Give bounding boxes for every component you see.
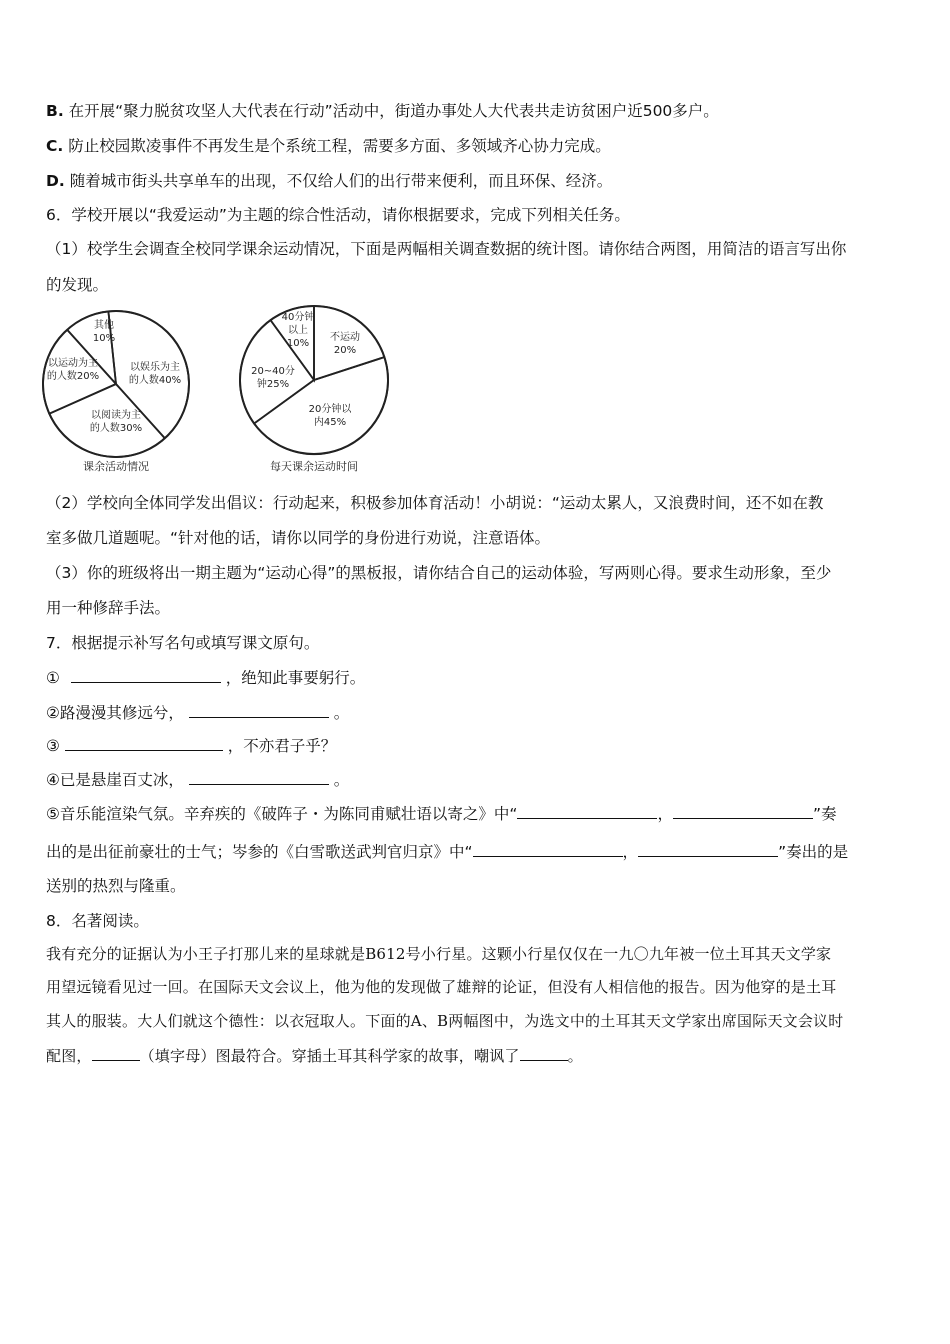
q8-passage-line3: 其人的服装。大人们就这个德性：以衣冠取人。下面的A、B两幅图中，为选文中的土耳其天文学家出席国际天文会议时 [46,1012,844,1030]
q8-passage-line2: 用望远镜看见过一回。在国际天文会议上，他为他的发现做了雄辩的论证，但没有人相信他的报告。因为他穿的是土耳 [46,978,837,996]
q7-item5-comma-2: ， [622,843,639,861]
q8-line4-before: 配图， [46,1047,92,1065]
pie-slice-label: 以娱乐为主 [130,362,180,373]
q7-intro: 7．根据提示补写名句或填写课文原句。 [46,634,320,652]
pie-charts [40,300,400,480]
pie-slice-label: 10% [92,333,116,344]
pie-slice-label: 以上 [288,325,308,336]
pie-slice-label: 20% [333,345,357,356]
q7-item3-blank[interactable] [65,734,223,751]
pie-slice-label: 的人数20% [46,371,100,382]
option-c-letter: C. [46,137,64,155]
q6-intro: 6．学校开展以“我爱运动”为主题的综合性活动，请你根据要求，完成下列相关任务。 [46,206,630,224]
q6-part2-line2: 室多做几道题呢。“针对他的话，请你以同学的身份进行劝说，注意语体。 [46,529,551,547]
q7-item2 [46,701,908,724]
pie-slice-label: 以阅读为主 [91,410,141,421]
q7-item5-before: ⑤音乐能渲染气氛。辛弃疾的《破阵子・为陈同甫赋壮语以寄之》中“ [46,805,518,823]
option-c-text: 防止校园欺凌事件不再发生是个系统工程，需要多方面、多领域齐心协力完成。 [68,137,611,155]
q6-part1-line2: 的发现。 [46,276,109,294]
pie-slice-label: 40分钟 [281,312,315,323]
q7-item5-line2 [46,840,908,863]
q7-item2-blank[interactable] [189,701,329,718]
pie-chart-exercise-time [240,306,388,473]
option-c [46,135,908,157]
option-d [46,170,908,192]
q8-passage-line1: 我有充分的证据认为小王子打那儿来的星球就是B612号小行星。这颗小行星仅仅在一九〇九年被一位土耳其天文学家 [46,945,832,963]
pie-slice-label: 的人数30% [89,423,143,434]
q7-item3-number: ③ [46,737,60,755]
q7-item2-before: ②路漫漫其修远兮， [46,704,184,722]
pie-slice-label: 的人数40% [128,375,182,386]
pie-slice-label: 10% [286,338,310,349]
option-b [46,100,908,122]
option-d-text: 随着城市街头共享单车的出现，不仅给人们的出行带来便利，而且环保、经济。 [69,172,613,190]
q7-item1-number: ① [46,669,60,687]
pie-chart-activities [43,311,189,473]
q7-item5-line2-after: ”奏出的是 [778,843,849,861]
pie-title: 每天课余运动时间 [270,460,358,473]
q7-item1 [46,666,908,689]
q7-item5-line1 [46,802,908,825]
q7-item5-comma: ， [657,805,673,823]
q7-item1-after: ，绝知此事要躬行。 [225,669,366,687]
q7-item3-after: ，不亦君子乎？ [227,737,337,755]
q6-part3-line2: 用一种修辞手法。 [46,599,171,617]
q7-item3 [46,734,908,757]
q8-blank-2[interactable] [520,1044,568,1061]
q8-intro: 8．名著阅读。 [46,912,149,930]
pie-slice-label: 20~40分 [251,366,295,377]
q8-line4-after: 。 [567,1047,583,1065]
q7-item1-blank[interactable] [71,666,221,683]
q7-item4 [46,768,908,791]
pie-slice-label: 内45% [313,417,347,428]
q7-item5-line2-before: 出的是出征前豪壮的士气；岑参的《白雪歌送武判官归京》中“ [46,843,473,861]
option-b-letter: B. [46,102,64,120]
q7-item5-after: ”奏 [812,805,837,823]
q7-item5-blank-2[interactable] [673,802,813,819]
pie-title: 课余活动情况 [83,460,149,473]
q6-part2-line1: （2）学校向全体同学发出倡议：行动起来，积极参加体育活动！小胡说：“运动太累人，又浪费时间，还不如在教 [46,494,824,512]
q7-item5-blank-1[interactable] [517,802,657,819]
pie-slice-label: 以运动为主 [48,358,98,369]
option-d-letter: D. [46,172,65,190]
pie-slice-label: 不运动 [330,332,360,343]
q8-line4-mid: （填字母）图最符合。穿插土耳其科学家的故事，嘲讽了 [139,1047,520,1065]
pie-slice-label: 钟25% [256,379,290,390]
q6-part3-line1: （3）你的班级将出一期主题为“运动心得”的黑板报，请你结合自己的运动体验，写两则心得。要求生动形象，至少 [46,564,832,582]
q7-item4-after: 。 [333,771,350,789]
q7-item5-line3: 送别的热烈与隆重。 [46,877,186,895]
q8-blank-1[interactable] [92,1044,140,1061]
q6-part1-line1: （1）校学生会调查全校同学课余运动情况，下面是两幅相关调查数据的统计图。请你结合两图，用简洁的语言写出你 [46,240,847,258]
q7-item4-before: ④已是悬崖百丈冰， [46,771,184,789]
q7-item4-blank[interactable] [189,768,329,785]
option-b-text: 在开展“聚力脱贫攻坚人大代表在行动”活动中，街道办事处人大代表共走访贫困户近500多户。 [68,102,719,120]
q8-passage-line4 [46,1044,908,1067]
pie-slice-label: 20分钟以 [308,404,352,415]
q7-item5-blank-3[interactable] [473,840,623,857]
q7-item5-blank-4[interactable] [638,840,778,857]
q7-item2-after: 。 [333,704,350,722]
pie-slice-label: 其他 [94,320,114,331]
